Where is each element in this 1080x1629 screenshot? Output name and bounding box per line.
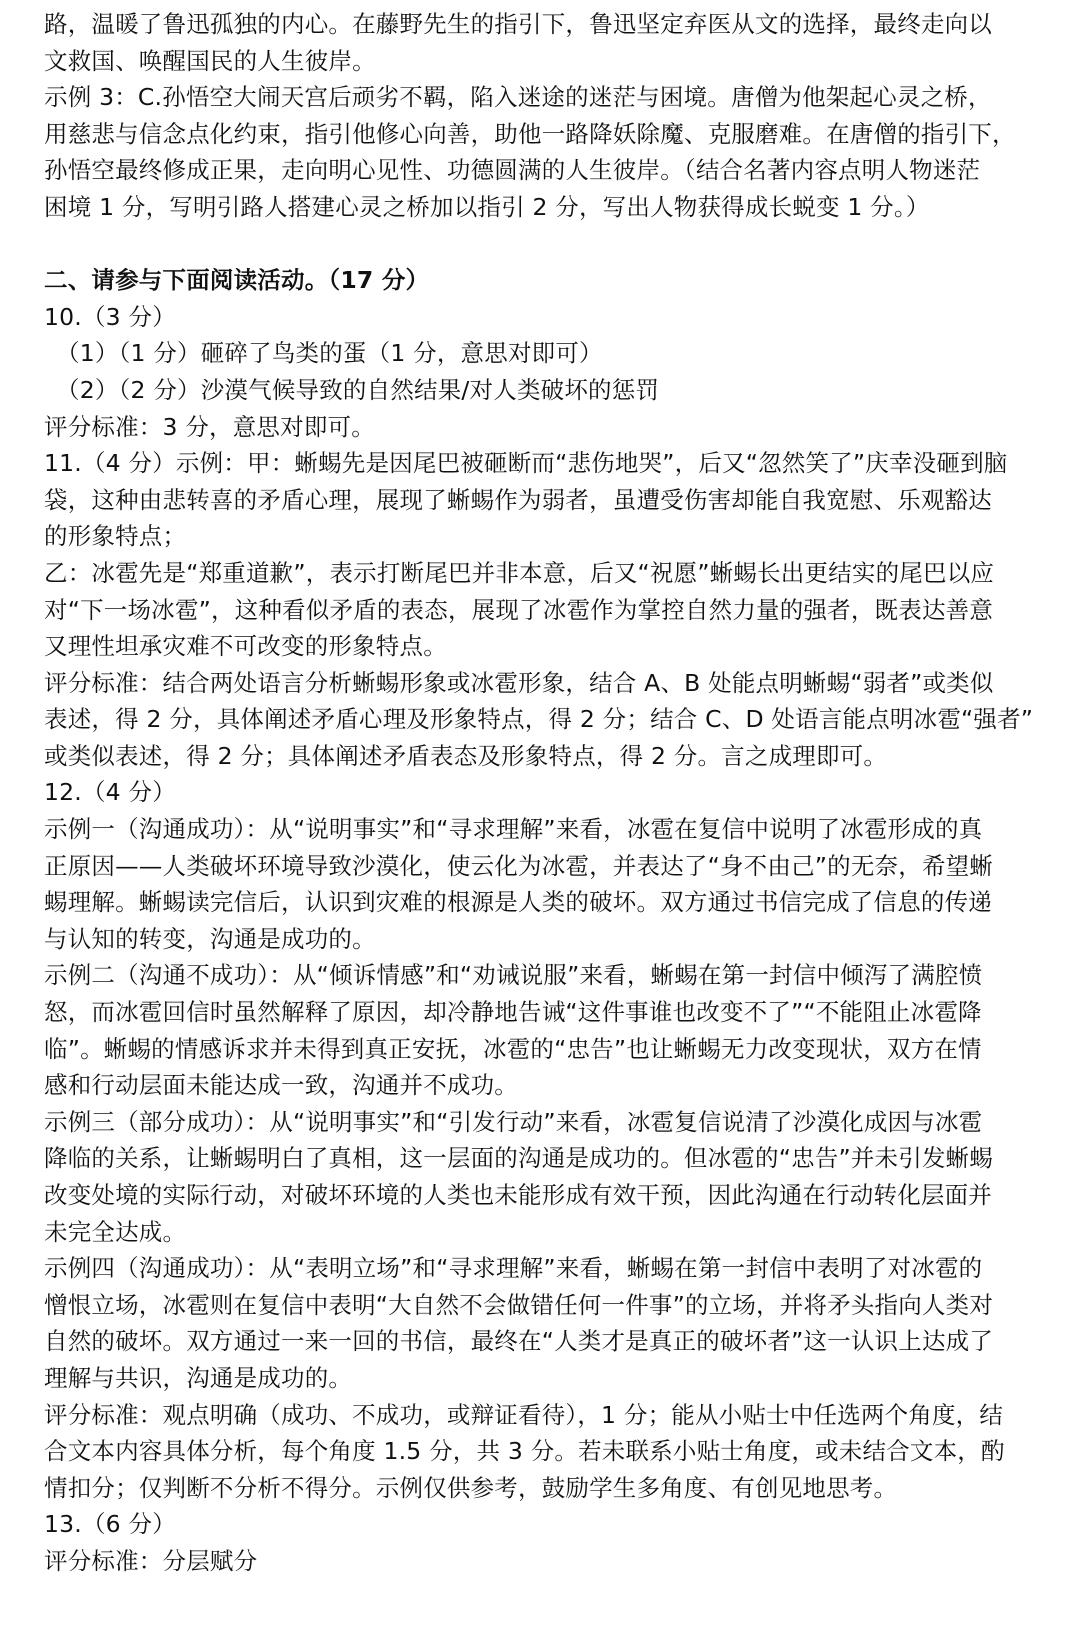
text-line: 临”。蜥蜴的情感诉求并未得到真正安抚，冰雹的“忠告”也让蜥蜴无力改变现状，双方在情 <box>44 1034 982 1063</box>
text-line: 路，温暖了鲁迅孤独的内心。在藤野先生的指引下，鲁迅坚定弃医从文的选择，最终走向以 <box>44 10 992 38</box>
text-line: 情扣分；仅判断不分析不得分。示例仅供参考，鼓励学生多角度、有创见地思考。 <box>44 1473 898 1502</box>
question-title: 10.（3 分） <box>44 302 176 331</box>
text-line: 憎恨立场，冰雹则在复信中表明“大自然不会做错任何一件事”的立场，并将矛头指向人类对 <box>44 1290 994 1319</box>
question-13 <box>44 1506 1044 1579</box>
text-line: 示例 3：C.孙悟空大闹天宫后顽劣不羁，陷入迷途的迷茫与困境。唐僧为他架起心灵之桥， <box>44 83 992 112</box>
text-line: 示例四（沟通成功）：从“表明立场”和“寻求理解”来看，蜥蜴在第一封信中表明了对冰雹的 <box>44 1254 983 1283</box>
question-11 <box>44 445 1044 774</box>
answer-item: （1）（1 分）砸碎了鸟类的蛋（1 分，意思对即可） <box>56 339 603 368</box>
text-line: 袋，这种由悲转喜的矛盾心理，展现了蜥蜴作为弱者，虽遭受伤害却能自我宽慰、乐观豁达 <box>44 485 992 514</box>
text-line: 降临的关系，让蜥蜴明白了真相，这一层面的沟通是成功的。但冰雹的“忠告”并未引发蜥蜴 <box>44 1144 994 1173</box>
text-line: 评分标准：结合两处语言分析蜥蜴形象或冰雹形象，结合 A、B 处能点明蜥蜴“弱者”或类似 <box>44 668 994 697</box>
scoring-criteria: 评分标准：分层赋分 <box>44 1546 258 1575</box>
text-line: 自然的破坏。双方通过一来一回的书信，最终在“人类才是真正的破坏者”这一认识上达成了 <box>44 1327 994 1356</box>
text-line: 合文本内容具体分析，每个角度 1.5 分，共 3 分。若未联系小贴士角度，或未结合文本，酌 <box>44 1437 1005 1466</box>
text-line: 未完全达成。 <box>44 1217 187 1246</box>
question-10 <box>44 299 1044 445</box>
text-line: 11.（4 分）示例：甲：蜥蜴先是因尾巴被砸断而“悲伤地哭”，后又“忽然笑了”庆幸没砸到脑 <box>44 449 1008 478</box>
text-line: 示例一（沟通成功）：从“说明事实”和“寻求理解”来看，冰雹在复信中说明了冰雹形成的真 <box>44 815 983 844</box>
answer-item: （2）（2 分）沙漠气候导致的自然结果/对人类破坏的惩罚 <box>56 375 660 404</box>
text-line: 或类似表述，得 2 分；具体阐述矛盾表态及形象特点，得 2 分。言之成理即可。 <box>44 741 888 770</box>
text-line: 对“下一场冰雹”，这种看似矛盾的表态，展现了冰雹作为掌控自然力量的强者，既表达善意 <box>44 595 994 624</box>
text-line: 孙悟空最终修成正果，走向明心见性、功德圆满的人生彼岸。（结合名著内容点明人物迷茫 <box>44 156 981 185</box>
scoring-criteria: 评分标准：3 分，意思对即可。 <box>44 412 375 441</box>
question-title: 13.（6 分） <box>44 1510 176 1539</box>
text-line: 蜴理解。蜥蜴读完信后，认识到灾难的根源是人类的破坏。双方通过书信完成了信息的传递 <box>44 888 992 917</box>
text-line: 表述，得 2 分，具体阐述矛盾心理及形象特点，得 2 分；结合 C、D 处语言能点明冰雹“强者” <box>44 705 1034 734</box>
text-line: 感和行动层面未能达成一致，沟通并不成功。 <box>44 1071 518 1100</box>
text-line: 文救国、唤醒国民的人生彼岸。 <box>44 46 376 75</box>
q9-example-continuation <box>44 6 1044 226</box>
text-line: 正原因——人类破坏环境导致沙漠化，使云化为冰雹，并表达了“身不由己”的无奈，希望蜥 <box>44 851 994 880</box>
text-line: 评分标准：观点明确（成功、不成功，或辩证看待），1 分；能从小贴士中任选两个角度，结 <box>44 1400 1004 1429</box>
text-line: 的形象特点； <box>44 522 187 551</box>
section-heading: 二、请参与下面阅读活动。（17 分） <box>44 266 430 295</box>
text-line: 困境 1 分，写明引路人搭建心灵之桥加以指引 2 分，写出人物获得成长蜕变 1 分。） <box>44 192 930 221</box>
text-line: 理解与共识，沟通是成功的。 <box>44 1363 353 1392</box>
text-line: 改变处境的实际行动，对破坏环境的人类也未能形成有效干预，因此沟通在行动转化层面并 <box>44 1181 992 1209</box>
text-line: 用慈悲与信念点化约束，指引他修心向善，助他一路降妖除魔、克服磨难。在唐僧的指引下， <box>44 119 1016 148</box>
text-line: 又理性坦承灾难不可改变的形象特点。 <box>44 632 447 661</box>
text-line: 示例三（部分成功）：从“说明事实”和“引发行动”来看，冰雹复信说清了沙漠化成因与冰雹 <box>44 1107 983 1136</box>
spacer <box>44 226 1044 263</box>
question-title: 12.（4 分） <box>44 778 176 807</box>
answer-key-content <box>44 6 1044 1580</box>
text-line: 乙：冰雹先是“郑重道歉”，表示打断尾巴并非本意，后又“祝愿”蜥蜴长出更结实的尾巴以应 <box>44 558 995 587</box>
question-12 <box>44 774 1044 1506</box>
text-line: 示例二（沟通不成功）：从“倾诉情感”和“劝诫说服”来看，蜥蜴在第一封信中倾泻了满腔愤 <box>44 961 983 990</box>
text-line: 怒，而冰雹回信时虽然解释了原因，却冷静地告诫“这件事谁也改变不了”“不能阻止冰雹降 <box>44 998 982 1027</box>
text-line: 与认知的转变，沟通是成功的。 <box>44 924 376 953</box>
